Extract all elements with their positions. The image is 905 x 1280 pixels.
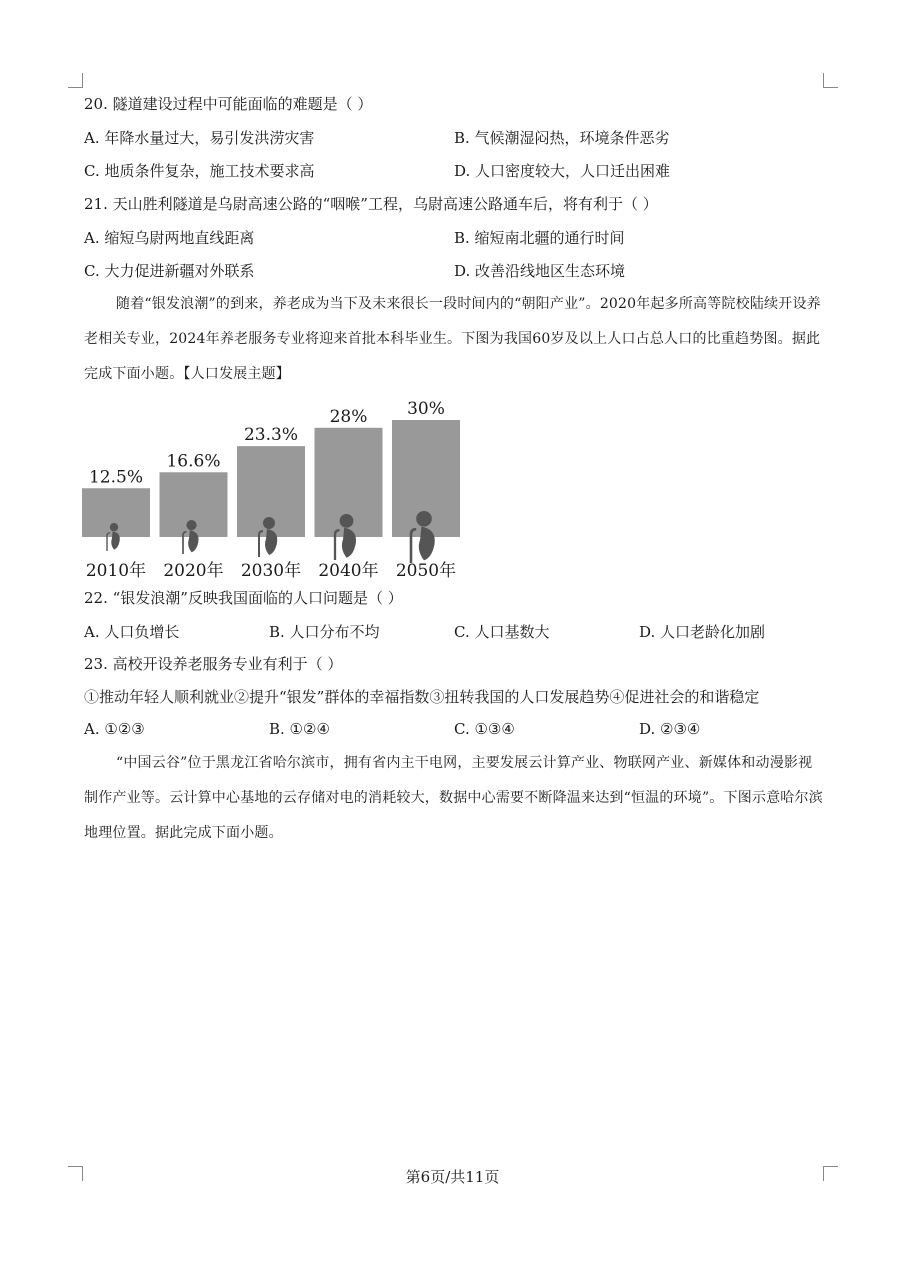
crop-mark-top-right xyxy=(823,73,838,88)
question-20-option-c: C. 地质条件复杂，施工技术要求高 xyxy=(84,162,315,180)
question-23-statements: ①推动年轻人顺利就业②提升“银发”群体的幸福指数③扭转我国的人口发展趋势④促进社会的和谐稳定 xyxy=(84,688,760,706)
question-23-option-d: D. ②③④ xyxy=(639,720,701,738)
page-footer: 第6页/共11页 xyxy=(405,1168,500,1186)
question-23-option-c: C. ①③④ xyxy=(454,720,515,738)
bar-value-label: 16.6% xyxy=(166,451,221,472)
category-label: 2020年 xyxy=(163,561,224,581)
question-21-option-d: D. 改善沿线地区生态环境 xyxy=(454,262,626,280)
elderly-population-share-chart xyxy=(78,398,463,583)
question-21-option-a: A. 缩短乌尉两地直线距离 xyxy=(84,229,255,247)
category-label: 2040年 xyxy=(318,561,379,581)
question-21-stem: 21. 天山胜利隧道是乌尉高速公路的“咽喉”工程，乌尉高速公路通车后，将有利于（ ） xyxy=(84,195,658,213)
passage-silver-wave-text: 随着“银发浪潮”的到来，养老成为当下及未来很长一段时间内的“朝阳产业”。2020年起多所高等院校陆续开设养老相关专业，2024年养老服务专业将迎来首批本科毕业生。下图为我国60岁及以上人口占总人口的比重趋势图。据此完成下面小题。【人口发展主题】 xyxy=(84,296,821,382)
question-22-option-d: D. 人口老龄化加剧 xyxy=(639,623,766,641)
question-21-option-c: C. 大力促进新疆对外联系 xyxy=(84,262,255,280)
crop-mark-top-left xyxy=(68,73,83,88)
question-22-stem: 22. “银发浪潮”反映我国面临的人口问题是（ ） xyxy=(84,589,403,607)
question-22-option-a: A. 人口负增长 xyxy=(84,623,180,641)
question-23-stem: 23. 高校开设养老服务专业有利于（ ） xyxy=(84,655,343,673)
question-20-option-d: D. 人口密度较大，人口迁出困难 xyxy=(454,162,671,180)
question-21-option-b: B. 缩短南北疆的通行时间 xyxy=(454,229,625,247)
bar-value-label: 28% xyxy=(329,406,368,427)
passage-china-cloud-valley-text: “中国云谷”位于黑龙江省哈尔滨市，拥有省内主干电网，主要发展云计算产业、物联网产业、新媒体和动漫影视制作产业等。云计算中心基地的云存储对电的消耗较大，数据中心需要不断降温来达到“恒温的环境”。下图示意哈尔滨地理位置。据此完成下面小题。 xyxy=(84,755,823,841)
bar-value-label: 12.5% xyxy=(88,467,144,488)
question-22-option-c: C. 人口基数大 xyxy=(454,623,550,641)
bar-value-label: 30% xyxy=(407,399,445,419)
bar-value-label: 23.3% xyxy=(243,425,299,446)
question-20-stem: 20. 隧道建设过程中可能面临的难题是（ ） xyxy=(84,95,373,113)
category-label: 2010年 xyxy=(85,561,147,581)
question-20-option-a: A. 年降水量过大，易引发洪涝灾害 xyxy=(84,129,315,147)
category-label: 2030年 xyxy=(240,561,302,581)
question-20-option-b: B. 气候潮湿闷热，环境条件恶劣 xyxy=(454,129,670,147)
question-23-option-b: B. ①②④ xyxy=(269,720,330,738)
passage-silver-wave xyxy=(84,287,826,392)
category-label: 2050年 xyxy=(395,561,457,581)
question-22-option-b: B. 人口分布不均 xyxy=(269,623,380,641)
passage-china-cloud-valley xyxy=(84,746,826,851)
question-23-option-a: A. ①②③ xyxy=(84,720,145,738)
